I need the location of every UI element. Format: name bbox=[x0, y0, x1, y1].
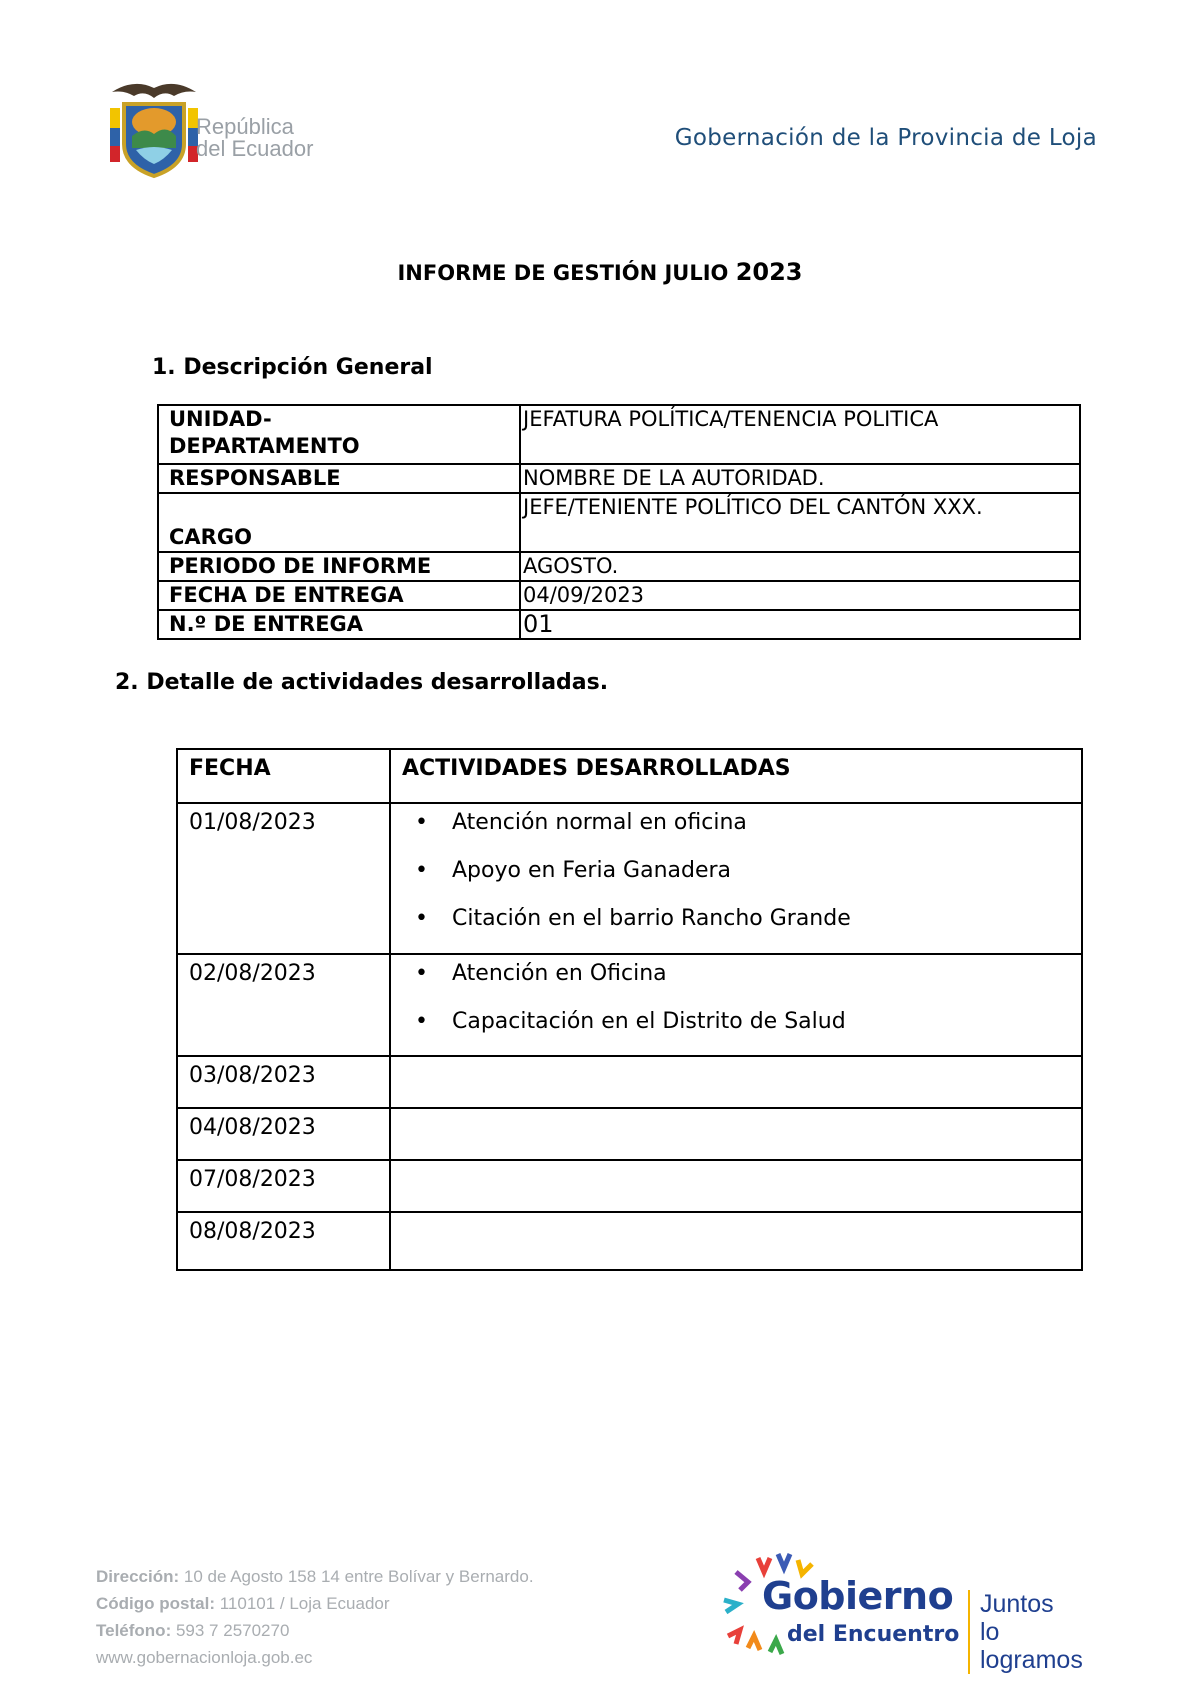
field-value-position: JEFE/TENIENTE POLÍTICO DEL CANTÓN XXX. bbox=[520, 493, 1080, 552]
activity-date: 08/08/2023 bbox=[177, 1212, 390, 1270]
activity-item: • Atención normal en oficina bbox=[452, 808, 1081, 838]
footer-website[interactable]: www.gobernacionloja.gob.ec bbox=[96, 1648, 313, 1667]
activity-date: 01/08/2023 bbox=[177, 803, 390, 954]
footer-postal bbox=[96, 1590, 534, 1617]
field-label-delivery-date: FECHA DE ENTREGA bbox=[158, 581, 520, 610]
footer-address-value: 10 de Agosto 158 14 entre Bolívar y Bernardo. bbox=[183, 1567, 534, 1586]
table-row bbox=[177, 1108, 1082, 1160]
column-header-activities: ACTIVIDADES DESARROLLADAS bbox=[390, 749, 1082, 803]
table-row bbox=[158, 464, 1080, 493]
footer-postal-label: Código postal: bbox=[96, 1594, 215, 1613]
activity-list-cell bbox=[390, 1056, 1082, 1108]
republic-name bbox=[196, 116, 313, 160]
activity-list-cell bbox=[390, 803, 1082, 954]
field-label-position: CARGO bbox=[158, 493, 520, 552]
field-label-unit-line2: DEPARTAMENTO bbox=[169, 434, 360, 458]
activity-date: 02/08/2023 bbox=[177, 954, 390, 1056]
encuentro-wordmark: del Encuentro bbox=[787, 1622, 960, 1647]
field-value-unit: JEFATURA POLÍTICA/TENENCIA POLITICA bbox=[520, 405, 1080, 464]
table-row bbox=[158, 493, 1080, 552]
footer-address bbox=[96, 1563, 534, 1590]
governorate-title: Gobernación de la Provincia de Loja bbox=[674, 125, 1097, 151]
field-label-delivery-number: N.º DE ENTREGA bbox=[158, 610, 520, 639]
slogan-line-2: lo logramos bbox=[980, 1618, 1083, 1674]
table-row bbox=[177, 954, 1082, 1056]
table-row bbox=[158, 552, 1080, 581]
slogan bbox=[968, 1590, 1102, 1674]
field-label-unit bbox=[158, 405, 520, 464]
activity-item: • Citación en el barrio Rancho Grande bbox=[452, 904, 1081, 934]
slogan-line-1: Juntos bbox=[980, 1590, 1054, 1618]
field-label-responsible: RESPONSABLE bbox=[158, 464, 520, 493]
activities-table bbox=[176, 748, 1083, 1271]
table-row bbox=[158, 405, 1080, 464]
table-row bbox=[177, 803, 1082, 954]
table-row bbox=[177, 1056, 1082, 1108]
gobierno-wordmark: Gobierno bbox=[762, 1574, 954, 1618]
footer-postal-value: 110101 / Loja Ecuador bbox=[219, 1594, 390, 1613]
table-row bbox=[158, 581, 1080, 610]
column-header-date: FECHA bbox=[177, 749, 390, 803]
footer-phone bbox=[96, 1617, 534, 1644]
table-header-row bbox=[177, 749, 1082, 803]
activity-item: • Apoyo en Feria Ganadera bbox=[452, 856, 1081, 886]
general-description-table bbox=[157, 404, 1081, 640]
document-title-text: INFORME DE GESTIÓN JULIO bbox=[397, 261, 729, 285]
gobierno-encuentro-logo bbox=[722, 1552, 1102, 1672]
field-value-delivery-date: 04/09/2023 bbox=[520, 581, 1080, 610]
field-value-responsible: NOMBRE DE LA AUTORIDAD. bbox=[520, 464, 1080, 493]
activity-list bbox=[402, 808, 1081, 934]
activity-item: • Capacitación en el Distrito de Salud bbox=[452, 1007, 1081, 1037]
footer-address-label: Dirección: bbox=[96, 1567, 180, 1586]
field-label-period: PERIODO DE INFORME bbox=[158, 552, 520, 581]
activity-list-cell bbox=[390, 1108, 1082, 1160]
activity-item: • Atención en Oficina bbox=[452, 959, 1081, 989]
activity-list-cell bbox=[390, 1160, 1082, 1212]
section-2-heading: 2. Detalle de actividades desarrolladas. bbox=[115, 670, 609, 695]
field-value-delivery-number: 01 bbox=[520, 610, 1080, 639]
activity-list bbox=[402, 959, 1081, 1037]
document-title-year: 2023 bbox=[735, 258, 803, 286]
republic-logo bbox=[104, 78, 344, 188]
table-row bbox=[158, 610, 1080, 639]
coat-of-arms-icon bbox=[104, 78, 204, 182]
field-label-unit-line1: UNIDAD- bbox=[169, 407, 272, 431]
section-1-heading: 1. Descripción General bbox=[152, 355, 433, 380]
table-row bbox=[177, 1160, 1082, 1212]
republic-line-2: del Ecuador bbox=[196, 136, 314, 161]
activity-date: 03/08/2023 bbox=[177, 1056, 390, 1108]
republic-line-1: República bbox=[196, 114, 294, 139]
footer-phone-value: 593 7 2570270 bbox=[175, 1621, 290, 1640]
activity-date: 07/08/2023 bbox=[177, 1160, 390, 1212]
table-row bbox=[177, 1212, 1082, 1270]
activity-list-cell bbox=[390, 954, 1082, 1056]
activity-date: 04/08/2023 bbox=[177, 1108, 390, 1160]
field-value-period: AGOSTO. bbox=[520, 552, 1080, 581]
footer-phone-label: Teléfono: bbox=[96, 1621, 172, 1640]
footer-contact-info bbox=[96, 1563, 534, 1671]
document-title bbox=[0, 258, 1200, 286]
activity-list-cell bbox=[390, 1212, 1082, 1270]
